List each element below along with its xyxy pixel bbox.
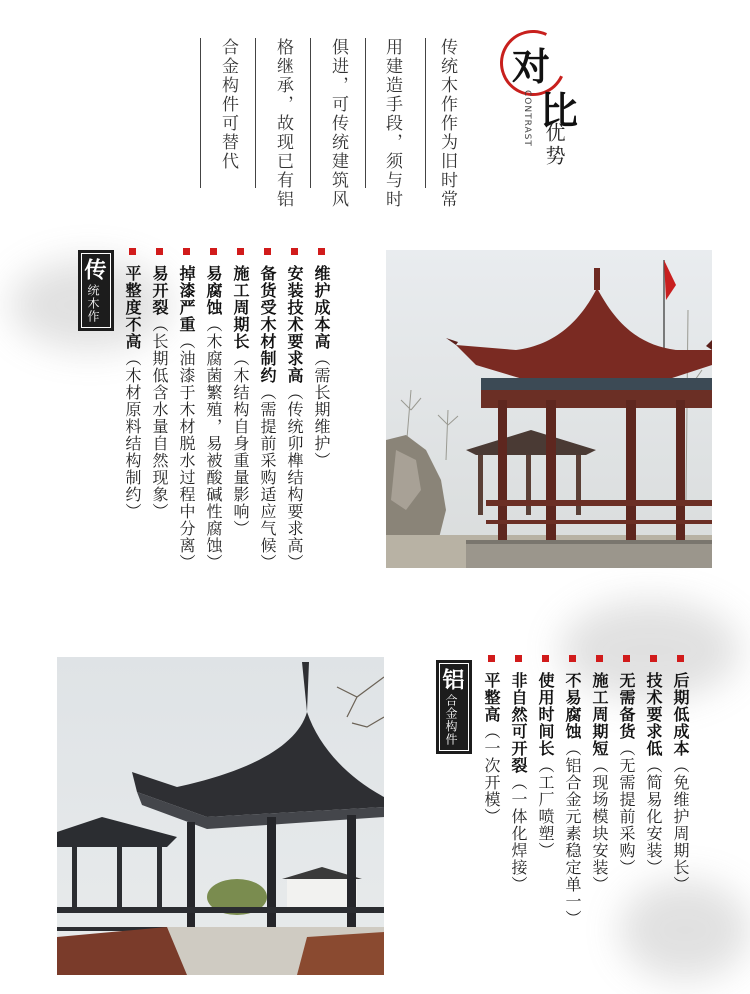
aluminum-pavilion-photo bbox=[57, 657, 384, 975]
divider bbox=[365, 38, 366, 188]
wood-pavilion-photo bbox=[386, 250, 712, 568]
aluminum-item: 后期低成本（免维护周期长） bbox=[670, 655, 690, 893]
wood-item: 掉漆严重（油漆于木材脱水过程中分离） bbox=[176, 248, 196, 571]
aluminum-item: 施工周期短（现场模块安装） bbox=[589, 655, 609, 893]
bullet-icon bbox=[596, 655, 603, 662]
aluminum-item: 技术要求低（简易化安装） bbox=[643, 655, 663, 876]
bullet-icon bbox=[318, 248, 325, 255]
wood-item: 施工周期长（木结构自身重量影响） bbox=[230, 248, 250, 537]
wood-item: 安装技术要求高（传统卯榫结构要求高） bbox=[284, 248, 304, 571]
bullet-icon bbox=[129, 248, 136, 255]
intro-line-4: 格继承，故现已有铝 bbox=[273, 38, 293, 209]
wood-item: 维护成本高（需长期维护） bbox=[311, 248, 331, 469]
divider bbox=[310, 38, 311, 188]
aluminum-item: 无需备货（无需提前采购） bbox=[616, 655, 636, 876]
logo-char-bi: 比 bbox=[540, 89, 579, 133]
wood-badge-small: 统木作 bbox=[86, 284, 100, 323]
aluminum-item: 平整高（一次开模） bbox=[481, 655, 501, 825]
bullet-icon bbox=[183, 248, 190, 255]
wood-item: 备货受木材制约（需提前采购适应气候） bbox=[257, 248, 277, 571]
aluminum-badge-small: 合金构件 bbox=[444, 694, 458, 746]
intro-line-3: 俱进，可传统建筑风 bbox=[328, 38, 348, 209]
ink-wash bbox=[620, 880, 750, 980]
aluminum-item: 非自然可开裂（一体化焊接） bbox=[508, 655, 528, 893]
wood-item: 易开裂（长期低含水量自然现象） bbox=[149, 248, 169, 520]
bullet-icon bbox=[677, 655, 684, 662]
bullet-icon bbox=[237, 248, 244, 255]
bullet-icon bbox=[210, 248, 217, 255]
bullet-icon bbox=[623, 655, 630, 662]
wood-badge-big: 传 bbox=[81, 258, 106, 280]
aluminum-badge-big: 铝 bbox=[439, 668, 464, 690]
wood-badge bbox=[78, 250, 114, 331]
logo-char-dui: 对 bbox=[512, 45, 551, 89]
bullet-icon bbox=[542, 655, 549, 662]
intro-line-2: 用建造手段，须与时 bbox=[382, 38, 402, 209]
bullet-icon bbox=[156, 248, 163, 255]
bullet-icon bbox=[569, 655, 576, 662]
divider bbox=[200, 38, 201, 188]
intro-line-1: 传统木作作为旧时常 bbox=[437, 38, 457, 209]
wood-item: 易腐蚀（木腐菌繁殖，易被酸碱性腐蚀） bbox=[203, 248, 223, 571]
aluminum-item: 不易腐蚀（铝合金元素稳定单一） bbox=[562, 655, 582, 927]
wood-item: 平整度不高（木材原料结构制约） bbox=[122, 248, 142, 520]
intro-line-5: 合金构件可替代 bbox=[218, 38, 238, 171]
bullet-icon bbox=[264, 248, 271, 255]
bullet-icon bbox=[650, 655, 657, 662]
bullet-icon bbox=[488, 655, 495, 662]
divider bbox=[255, 38, 256, 188]
aluminum-badge bbox=[436, 660, 472, 754]
divider bbox=[425, 38, 426, 188]
bullet-icon bbox=[291, 248, 298, 255]
logo-english: CONTRAST bbox=[522, 90, 532, 147]
logo-subtitle: 优势 bbox=[542, 122, 566, 168]
bullet-icon bbox=[515, 655, 522, 662]
aluminum-item: 使用时间长（工厂喷塑） bbox=[535, 655, 555, 859]
